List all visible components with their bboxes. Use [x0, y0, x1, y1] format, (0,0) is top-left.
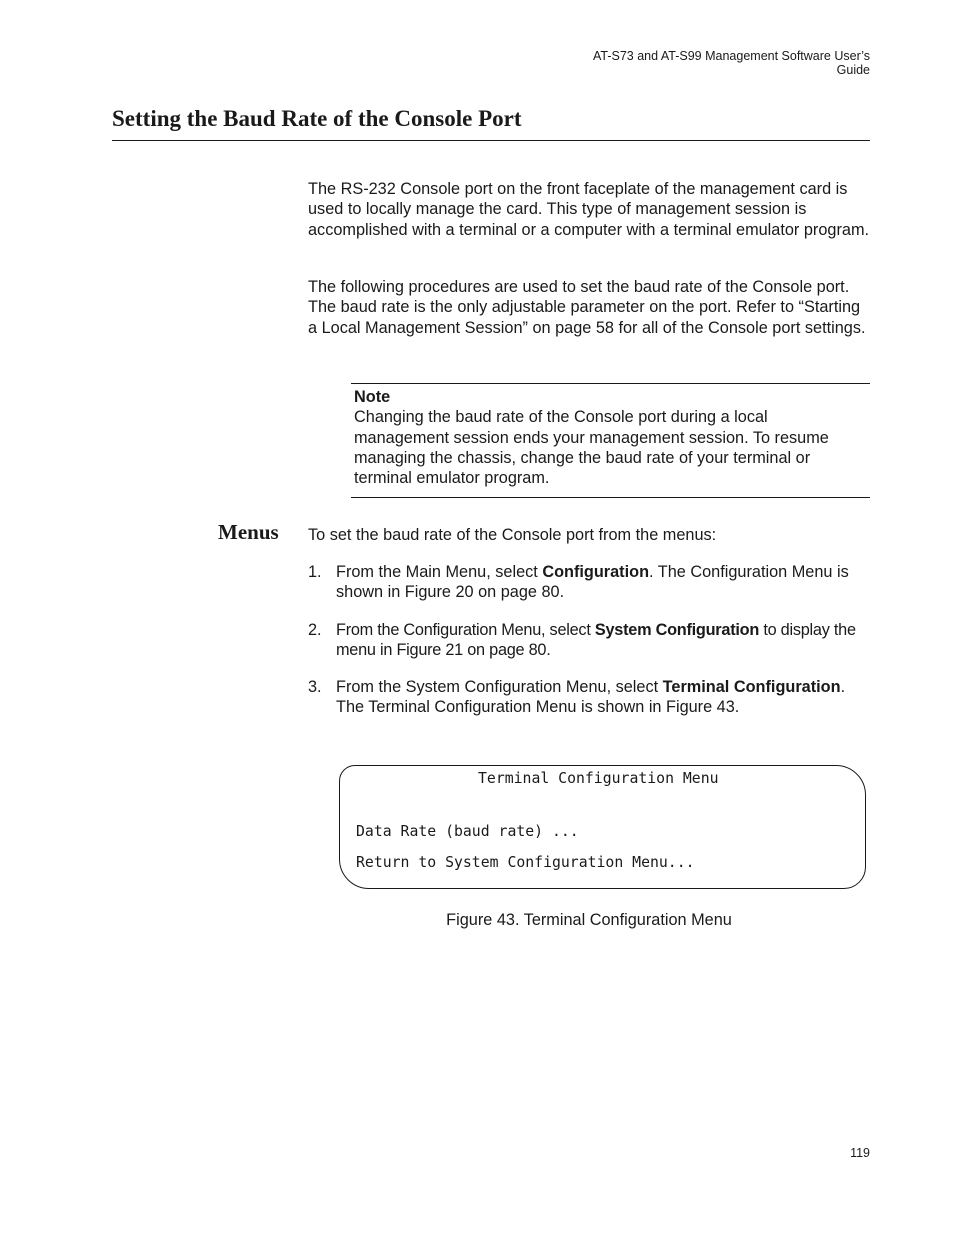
menus-intro: To set the baud rate of the Console port from the menus: [308, 526, 717, 544]
section-title: Setting the Baud Rate of the Console Port [112, 106, 522, 131]
menu-item-return: Return to System Configuration Menu... [356, 854, 695, 871]
step-number: 1. [308, 563, 322, 581]
note-text: Changing the baud rate of the Console port during a local management session ends your management session. To resume managing the chassis, change the baud rate of your terminal or terminal emulator program. [354, 408, 829, 488]
step-number: 3. [308, 678, 322, 696]
menu-option-system-configuration: System Configuration [594, 621, 760, 639]
menu-option-terminal-configuration: Terminal Configuration [662, 678, 841, 696]
note-label: Note [354, 388, 391, 406]
menus-side-heading: Menus [218, 520, 279, 544]
intro-paragraph: The RS-232 Console port on the front faceplate of the management card is used to locally manage the card. This type of management session is accomplished with a terminal or a computer with a terminal emulator program. [308, 180, 870, 239]
figure-caption: Figure 43. Terminal Configuration Menu [446, 911, 732, 929]
step-3 [308, 677, 870, 718]
page-number: 119 [850, 1146, 870, 1160]
step-text: From the System Configuration Menu, select Terminal Configuration. The Terminal Configuration Menu is shown in Figure 43. [336, 678, 846, 717]
menu-item-data-rate: Data Rate (baud rate) ... [356, 823, 579, 840]
screen-title: Terminal Configuration Menu [478, 770, 719, 787]
step-number: 2. [308, 621, 322, 639]
terminal-screen-figure [339, 765, 866, 889]
step-text: From the Main Menu, select Configuration. The Configuration Menu is shown in Figure 20 on page 80. [336, 563, 849, 602]
step-2 [308, 620, 870, 661]
step-1 [308, 562, 870, 603]
procedure-paragraph: The following procedures are used to set the baud rate of the Console port. The baud rate is the only adjustable parameter on the port. Refer to “Starting a Local Management Session” on page 58 for all of the Console port settings. [308, 278, 866, 337]
title-divider [112, 140, 870, 141]
step-text: From the Configuration Menu, select System Configuration to display the menu in Figure 21 on page 80. [336, 621, 856, 660]
menu-option-configuration: Configuration [542, 563, 650, 581]
running-header: AT-S73 and AT-S99 Management Software User’s Guide [593, 49, 870, 77]
note-box [351, 383, 870, 498]
